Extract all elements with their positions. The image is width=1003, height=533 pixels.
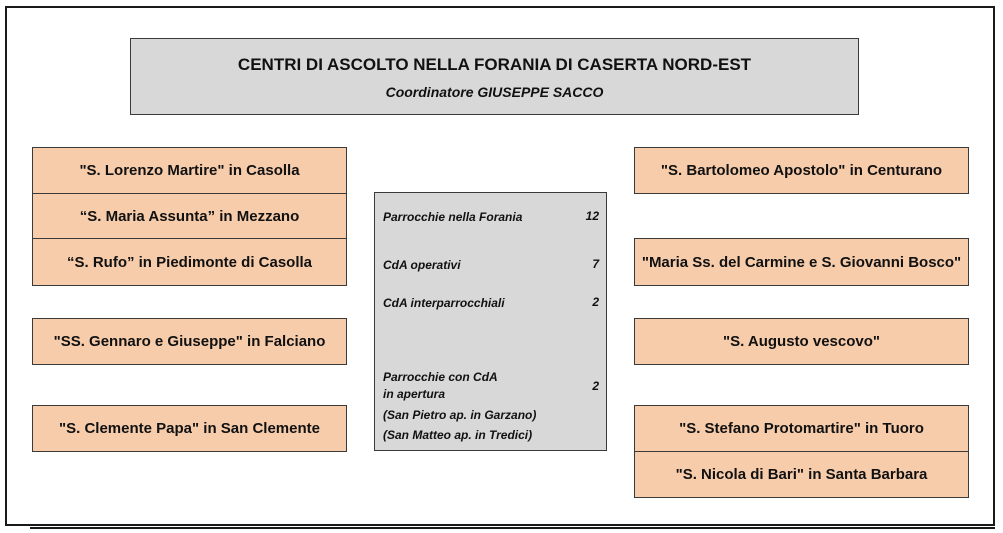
parish-box-mezzano: “S. Maria Assunta” in Mezzano (32, 193, 347, 239)
stat-value-apertura: 2 (592, 379, 599, 393)
stat-value-parrocchie: 12 (585, 209, 599, 223)
stat-label-apertura-1: Parrocchie con CdA (383, 370, 498, 384)
parish-box-centurano: "S. Bartolomeo Apostolo" in Centurano (634, 147, 969, 194)
stat-value-operativi: 7 (592, 257, 599, 271)
stat-label-interparrocchiali: CdA interparrocchiali (383, 296, 505, 310)
parish-box-santa-barbara: "S. Nicola di Bari" in Santa Barbara (634, 451, 969, 498)
coordinator-subtitle: Coordinatore GIUSEPPE SACCO (385, 84, 604, 100)
parish-box-augusto: "S. Augusto vescovo" (634, 318, 969, 365)
page-title: CENTRI DI ASCOLTO NELLA FORANIA DI CASERTA NORD-EST (237, 55, 752, 74)
parish-box-casolla: "S. Lorenzo Martire" in Casolla (32, 147, 347, 194)
parish-box-carmine-bosco: "Maria Ss. del Carmine e S. Giovanni Bosco" (634, 238, 969, 286)
stat-value-interparrocchiali: 2 (592, 295, 599, 309)
parish-box-falciano: "SS. Gennaro e Giuseppe" in Falciano (32, 318, 347, 365)
stat-note-garzano: (San Pietro ap. in Garzano) (383, 408, 537, 422)
stat-label-apertura-2: in apertura (383, 387, 446, 401)
stat-note-tredici: (San Matteo ap. in Tredici) (383, 428, 533, 442)
title-box (130, 38, 859, 115)
bottom-rule (30, 527, 995, 529)
stat-label-operativi: CdA operativi (383, 258, 461, 272)
parish-box-san-clemente: "S. Clemente Papa" in San Clemente (32, 405, 347, 452)
stats-box (374, 192, 607, 451)
stat-label-parrocchie: Parrocchie nella Forania (383, 210, 523, 224)
parish-box-tuoro: "S. Stefano Protomartire" in Tuoro (634, 405, 969, 452)
parish-box-piedimonte: “S. Rufo” in Piedimonte di Casolla (32, 238, 347, 286)
